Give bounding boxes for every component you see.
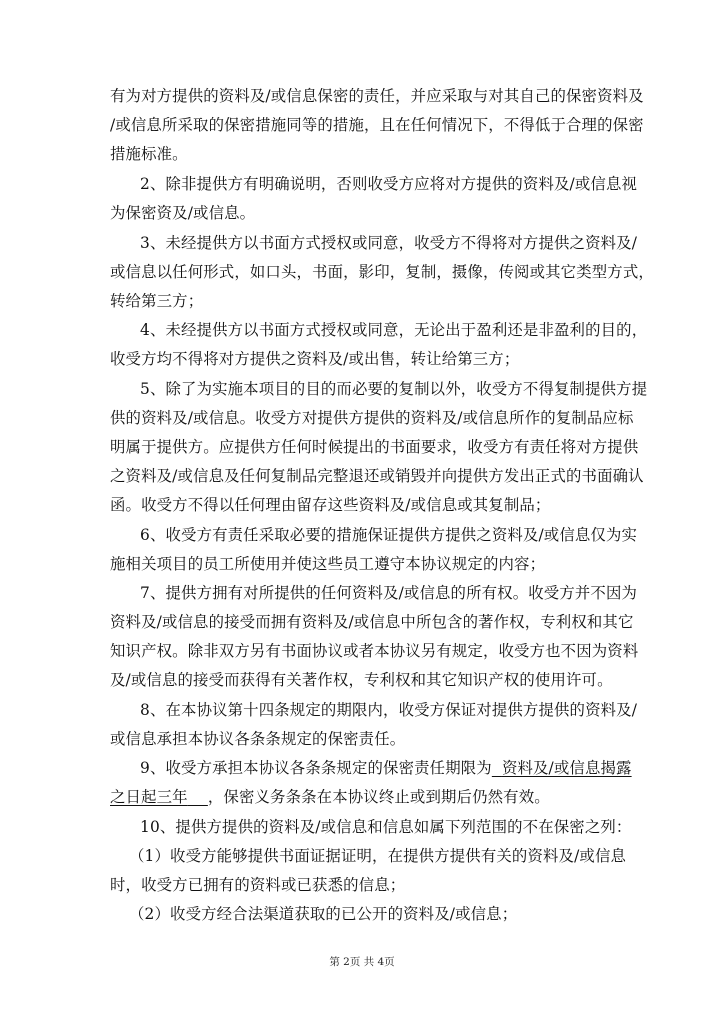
clause-10-sub-1-line: （1）收受方能够提供书面证据证明，在提供方提供有关的资料及/或信息 — [129, 847, 627, 865]
clause-8-line: 或信息承担本协议各条条规定的保密责任。 — [110, 730, 406, 748]
clause-5-line: 供的资料及/或信息。收受方对提供方提供的资料及/或信息所作的复制品应标 — [110, 409, 634, 427]
clause-9-line — [110, 787, 550, 807]
clause-9-line — [140, 758, 632, 778]
clause-5-line: 函。收受方不得以任何理由留存这些资料及/或信息或其复制品； — [110, 496, 551, 514]
clause-7-line: 7、提供方拥有对所提供的任何资料及/或信息的所有权。收受方并不因为 — [140, 584, 638, 602]
clause-3-line: 3、未经提供方以书面方式授权或同意，收受方不得将对方提供之资料及/ — [140, 234, 638, 252]
clause-6-line: 6、收受方有责任采取必要的措施保证提供方提供之资料及/或信息仅为实 — [140, 526, 638, 544]
clause-7-line: 知识产权。除非双方另有书面协议或者本协议另有规定，收受方也不因为资料 — [110, 642, 639, 660]
clause-9-blank-fill — [110, 788, 208, 806]
clause-3-line: 转给第三方； — [110, 292, 204, 310]
clause-2-line: 为保密资及/或信息。 — [110, 204, 256, 222]
clause-9-filled-term: 之日起三年 — [110, 788, 188, 806]
clause-9-filled-term: 资料及/或信息揭露 — [501, 759, 632, 777]
clause-4-line: 4、未经提供方以书面方式授权或同意，无论出于盈利还是非盈利的目的， — [140, 321, 648, 339]
paragraph-line: 措施标准。 — [110, 145, 188, 163]
clause-5-line: 明属于提供方。应提供方任何时候提出的书面要求，收受方有责任将对方提供 — [110, 438, 639, 456]
clause-5-line: 5、除了为实施本项目的目的而必要的复制以外，收受方不得复制提供方提 — [140, 380, 648, 398]
clause-7-line: 及/或信息的接受而获得有关著作权，专利权和其它知识产权的使用许可。 — [110, 671, 613, 689]
clause-8-line: 8、在本协议第十四条规定的期限内，收受方保证对提供方提供的资料及/ — [140, 701, 638, 719]
clause-3-line: 或信息以任何形式，如口头，书面，影印，复制，摄像，传阅或其它类型方式， — [110, 263, 654, 281]
clause-4-line: 收受方均不得将对方提供之资料及/或出售，转让给第三方； — [110, 350, 520, 368]
clause-9-text: ，保密义务条条在本协议终止或到期后仍然有效。 — [207, 788, 550, 806]
clause-7-line: 资料及/或信息的接受而拥有资料及/或信息中所包含的著作权，专利权和其它 — [110, 613, 634, 631]
clause-9-blank-fill — [492, 759, 632, 777]
clause-2-line: 2、除非提供方有明确说明，否则收受方应将对方提供的资料及/或信息视 — [140, 175, 638, 193]
clause-10-sub-1-line: 时，收受方已拥有的资料或已获悉的信息； — [110, 876, 406, 894]
clause-10-sub-2-line: （2）收受方经合法渠道获取的已公开的资料及/或信息； — [129, 905, 518, 923]
paragraph-line: /或信息所采取的保密措施同等的措施，且在任何情况下，不得低于合理的保密 — [110, 116, 644, 134]
clause-9-text: 9、收受方承担本协议各条条规定的保密责任期限为 — [140, 759, 492, 777]
page-number-footer: 第 2页 共 4页 — [329, 956, 395, 968]
clause-6-line: 施相关项目的员工所使用并使这些员工遵守本协议规定的内容； — [110, 555, 546, 573]
paragraph-line: 有为对方提供的资料及/或信息保密的责任，并应采取与对其自己的保密资料及 — [110, 87, 644, 105]
clause-10-line: 10、提供方提供的资料及/或信息和信息如属下列范围的不在保密之列： — [140, 818, 632, 836]
clause-5-line: 之资料及/或信息及任何复制品完整退还或销毁并向提供方发出正式的书面确认 — [110, 467, 644, 485]
